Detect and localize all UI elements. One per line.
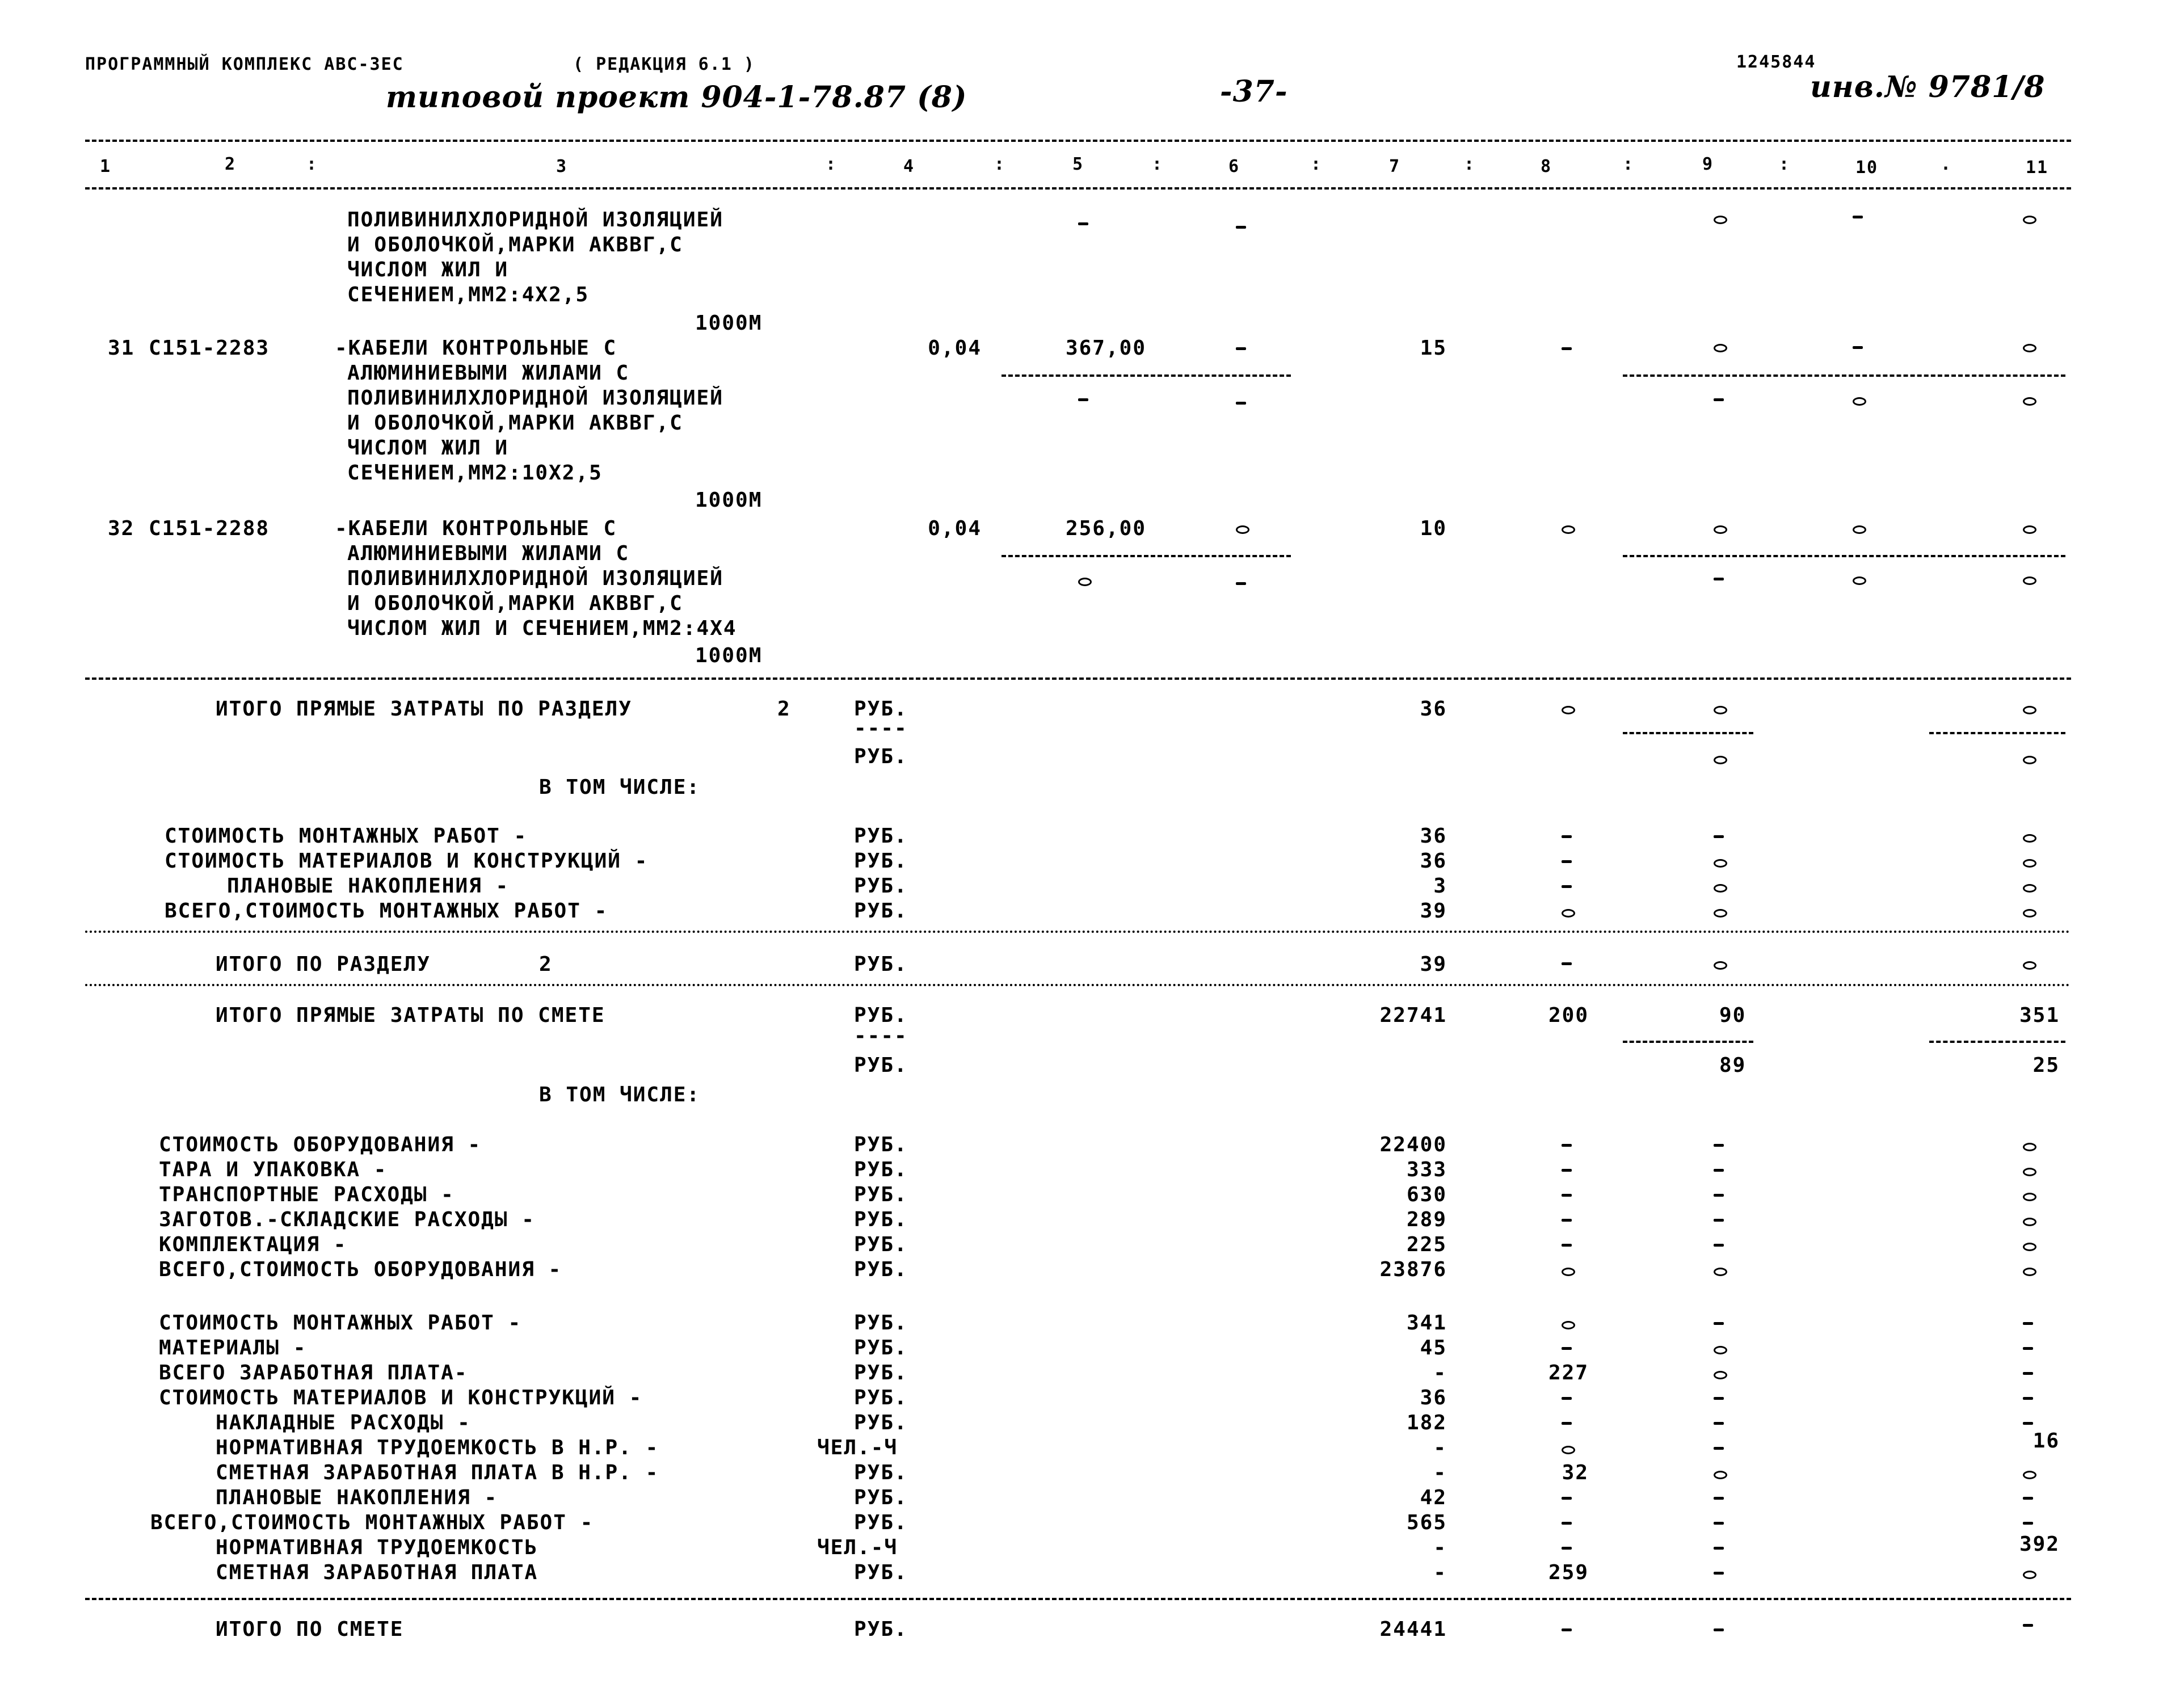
item-description-line: ПОЛИВИНИЛХЛОРИДНОЙ ИЗОЛЯЦИЕЙ [347, 567, 723, 590]
section-number: 2 [539, 953, 553, 976]
empty-mark [1562, 1397, 1572, 1400]
equipment-label: ЗАГОТОВ.-СКЛАДСКИЕ РАСХОДЫ - [159, 1208, 535, 1231]
currency: РУБ. [854, 1004, 908, 1027]
works-unit: РУБ. [854, 1386, 908, 1409]
empty-mark [1714, 344, 1727, 352]
column-separator: . [1941, 154, 1952, 174]
works-value: - [1433, 1436, 1447, 1459]
empty-mark [2023, 1268, 2036, 1276]
equipment-value: 22400 [1379, 1133, 1447, 1156]
item-code: C151-2288 [149, 517, 270, 540]
empty-mark [2023, 1624, 2033, 1627]
empty-mark [2023, 1471, 2036, 1479]
section-rule [85, 1598, 2071, 1600]
breakdown-unit: РУБ. [854, 874, 908, 898]
item-unit: 1000М [695, 312, 763, 335]
equipment-unit: РУБ. [854, 1233, 908, 1256]
cell-rule [1623, 555, 2065, 557]
empty-mark [1562, 525, 1575, 534]
breakdown-unit: РУБ. [854, 899, 908, 923]
empty-mark [2023, 834, 2036, 843]
empty-mark [1078, 398, 1088, 401]
empty-mark [1562, 1628, 1572, 1631]
cell-rule [1623, 732, 1753, 734]
item-number: 31 [108, 336, 135, 360]
column-separator: : [994, 154, 1006, 174]
works-label: ВСЕГО,СТОИМОСТЬ МОНТАЖНЫХ РАБОТ - [150, 1511, 594, 1534]
empty-mark [1853, 525, 1866, 534]
empty-mark [2023, 1497, 2033, 1500]
empty-mark [1714, 398, 1724, 401]
summary-label: ИТОГО ПРЯМЫЕ ЗАТРАТЫ ПО СМЕТЕ [216, 1004, 605, 1027]
breakdown-label: СТОИМОСТЬ МАТЕРИАЛОВ И КОНСТРУКЦИЙ - [165, 849, 649, 873]
works-value: 341 [1406, 1311, 1447, 1335]
section-rule [85, 984, 2071, 986]
item-description-line: ЧИСЛОМ ЖИЛ И СЕЧЕНИЕМ,ММ2:4Х4 [347, 617, 737, 640]
program-edition: ( РЕДАКЦИЯ 6.1 ) [573, 54, 755, 74]
works-label: НАКЛАДНЫЕ РАСХОДЫ - [216, 1411, 471, 1434]
equipment-label: ТАРА И УПАКОВКА - [159, 1158, 388, 1181]
currency: РУБ. [854, 1054, 908, 1077]
empty-mark [1236, 226, 1246, 229]
empty-mark [1714, 525, 1727, 534]
estimate-total-unit: РУБ. [854, 1618, 908, 1641]
empty-mark [1562, 1144, 1572, 1147]
column-header: 2 [225, 154, 237, 174]
item-description-line: ПОЛИВИНИЛХЛОРИДНОЙ ИЗОЛЯЦИЕЙ [347, 386, 723, 410]
empty-mark [2023, 525, 2036, 534]
empty-mark [2023, 1218, 2036, 1226]
works-label: МАТЕРИАЛЫ - [159, 1336, 307, 1360]
breakdown-value: 39 [1420, 899, 1447, 923]
works-value: - [1433, 1461, 1447, 1484]
item-description-line: СЕЧЕНИЕМ,ММ2:10Х2,5 [347, 461, 603, 485]
empty-mark [1714, 578, 1724, 580]
empty-mark [2023, 1422, 2033, 1425]
empty-mark [1714, 706, 1727, 714]
including-heading: В ТОМ ЧИСЛЕ: [539, 1083, 701, 1106]
empty-mark [1562, 1547, 1572, 1550]
column-header: 1 [100, 157, 112, 176]
summary-value-col11: 351 [2019, 1004, 2060, 1027]
document-number: 1245844 [1736, 52, 1816, 72]
column-separator: : [1623, 154, 1635, 174]
works-value-col8: 227 [1548, 1361, 1589, 1384]
equipment-unit: РУБ. [854, 1258, 908, 1281]
empty-mark [2023, 1143, 2036, 1151]
header-rule-top [85, 140, 2071, 142]
column-header: 5 [1072, 154, 1084, 174]
project-title: типовой проект 904-1-78.87 (8) [386, 80, 967, 115]
item-description-line: АЛЮМИНИЕВЫМИ ЖИЛАМИ С [347, 361, 630, 385]
empty-mark [1562, 1446, 1575, 1454]
empty-mark [1714, 1572, 1724, 1575]
breakdown-value: 36 [1420, 824, 1447, 848]
empty-mark [2023, 344, 2036, 352]
empty-mark [1714, 1346, 1727, 1354]
summary-value-col9: 90 [1719, 1004, 1747, 1027]
column-separator: : [1152, 154, 1164, 174]
including-heading: В ТОМ ЧИСЛЕ: [539, 776, 701, 799]
empty-mark [1562, 1347, 1572, 1350]
breakdown-unit: РУБ. [854, 824, 908, 848]
empty-mark [1562, 1219, 1572, 1222]
section-total-value: 39 [1420, 953, 1447, 976]
equipment-unit: РУБ. [854, 1183, 908, 1206]
works-unit: РУБ. [854, 1336, 908, 1360]
equipment-value: 23876 [1379, 1258, 1447, 1281]
works-unit: РУБ. [854, 1511, 908, 1534]
empty-mark [1714, 859, 1727, 868]
works-label: СМЕТНАЯ ЗАРАБОТНАЯ ПЛАТА В Н.Р. - [216, 1461, 659, 1484]
item-description-line: -КАБЕЛИ КОНТРОЛЬНЫЕ С [335, 336, 617, 360]
empty-mark [1562, 909, 1575, 918]
column-separator: : [826, 154, 838, 174]
equipment-value: 289 [1406, 1208, 1447, 1231]
empty-mark [2023, 1347, 2033, 1350]
equipment-value: 333 [1406, 1158, 1447, 1181]
section-number: 2 [777, 697, 791, 721]
works-value-col8: 32 [1562, 1461, 1589, 1484]
works-value: - [1433, 1361, 1447, 1384]
empty-mark [1714, 1397, 1724, 1400]
empty-mark [2023, 1522, 2033, 1525]
empty-mark [1853, 397, 1866, 406]
works-value-col11: 392 [2019, 1533, 2060, 1556]
works-label: НОРМАТИВНАЯ ТРУДОЕМКОСТЬ [216, 1536, 538, 1559]
empty-mark [1714, 1169, 1724, 1172]
empty-mark [2023, 884, 2036, 893]
empty-mark [1562, 1268, 1575, 1276]
empty-mark [1714, 909, 1727, 918]
column-separator: : [306, 154, 318, 174]
empty-mark [1714, 961, 1727, 970]
empty-mark [1714, 1497, 1724, 1500]
summary-value: 22741 [1379, 1004, 1447, 1027]
equipment-label: ВСЕГО,СТОИМОСТЬ ОБОРУДОВАНИЯ - [159, 1258, 562, 1281]
item-description-line: И ОБОЛОЧКОЙ,МАРКИ АКВВГ,С [347, 411, 683, 435]
empty-mark [1714, 1322, 1724, 1325]
currency: РУБ. [854, 953, 908, 976]
item-code: C151-2283 [149, 336, 270, 360]
empty-mark [1562, 1497, 1572, 1500]
cell-rule [1929, 732, 2065, 734]
empty-mark [2023, 1168, 2036, 1176]
empty-mark [1562, 706, 1575, 714]
empty-mark [1236, 582, 1246, 585]
empty-mark [1714, 1422, 1724, 1425]
works-label: СТОИМОСТЬ МАТЕРИАЛОВ И КОНСТРУКЦИЙ - [159, 1386, 643, 1409]
empty-mark [2023, 1571, 2036, 1579]
column-header: 10 [1855, 158, 1879, 178]
empty-mark [1714, 1447, 1724, 1450]
currency: РУБ. [854, 697, 908, 721]
empty-mark [2023, 397, 2036, 406]
cell-rule [1623, 1041, 1753, 1043]
empty-mark [1853, 216, 1863, 218]
item-description-line: СЕЧЕНИЕМ,ММ2:4Х2,5 [347, 283, 590, 306]
item-quantity: 0,04 [928, 336, 982, 360]
works-label: СМЕТНАЯ ЗАРАБОТНАЯ ПЛАТА [216, 1561, 538, 1584]
item-description-line: ЧИСЛОМ ЖИЛ И [347, 436, 509, 460]
empty-mark [1562, 1244, 1572, 1247]
works-unit: РУБ. [854, 1461, 908, 1484]
works-value: 565 [1406, 1511, 1447, 1534]
empty-mark [2023, 1193, 2036, 1201]
summary-value: 36 [1420, 697, 1447, 721]
item-description-line: И ОБОЛОЧКОЙ,МАРКИ АКВВГ,С [347, 233, 683, 256]
empty-mark [1562, 1169, 1572, 1172]
breakdown-value: 36 [1420, 849, 1447, 873]
cell-rule [1929, 1041, 2065, 1043]
empty-mark [1714, 1522, 1724, 1525]
breakdown-label: ПЛАНОВЫЕ НАКОПЛЕНИЯ - [227, 874, 510, 898]
empty-mark [1714, 1144, 1724, 1147]
empty-mark [1714, 216, 1727, 224]
empty-mark [1078, 222, 1088, 225]
works-unit: РУБ. [854, 1411, 908, 1434]
empty-mark [2023, 216, 2036, 224]
works-unit: ЧЕЛ.-Ч [817, 1536, 898, 1559]
column-separator: : [1464, 154, 1476, 174]
empty-mark [1714, 1219, 1724, 1222]
empty-mark [2023, 1397, 2033, 1400]
empty-mark [2023, 576, 2036, 585]
empty-mark [1562, 962, 1572, 965]
equipment-label: СТОИМОСТЬ ОБОРУДОВАНИЯ - [159, 1133, 482, 1156]
equipment-unit: РУБ. [854, 1158, 908, 1181]
empty-mark [2023, 756, 2036, 764]
breakdown-value: 3 [1433, 874, 1447, 898]
column-header: 6 [1228, 157, 1240, 176]
works-value: - [1433, 1561, 1447, 1584]
works-label: ПЛАНОВЫЕ НАКОПЛЕНИЯ - [216, 1486, 498, 1509]
empty-mark [1236, 347, 1246, 350]
page-number: -37- [1220, 74, 1288, 109]
column-header: 9 [1702, 154, 1714, 174]
summary-value-col11: 25 [2032, 1054, 2060, 1077]
empty-mark [1562, 1321, 1575, 1329]
summary-value-col9: 89 [1719, 1054, 1747, 1077]
works-value: 45 [1420, 1336, 1447, 1360]
item-number: 32 [108, 517, 135, 540]
works-value-col11: 16 [2032, 1429, 2060, 1453]
program-name: ПРОГРАММНЫЙ КОМПЛЕКС АВС-3ЕС [85, 54, 404, 74]
works-value: 182 [1406, 1411, 1447, 1434]
section-rule [85, 677, 2071, 680]
currency: РУБ. [854, 745, 908, 768]
estimate-total-label: ИТОГО ПО СМЕТЕ [216, 1618, 404, 1641]
empty-mark [1562, 885, 1572, 888]
section-total-label: ИТОГО ПО РАЗДЕЛУ [216, 953, 431, 976]
empty-mark [2023, 1322, 2033, 1325]
works-unit: РУБ. [854, 1486, 908, 1509]
item-description-line: -КАБЕЛИ КОНТРОЛЬНЫЕ С [335, 517, 617, 540]
item-total: 10 [1420, 517, 1447, 540]
cell-rule [1001, 374, 1291, 377]
works-label: ВСЕГО ЗАРАБОТНАЯ ПЛАТА- [159, 1361, 468, 1384]
item-total: 15 [1420, 336, 1447, 360]
inventory-number: инв.№ 9781/8 [1810, 70, 2046, 104]
empty-mark [1714, 1471, 1727, 1479]
breakdown-label: ВСЕГО,СТОИМОСТЬ МОНТАЖНЫХ РАБОТ - [165, 899, 608, 923]
works-unit: РУБ. [854, 1561, 908, 1584]
empty-mark [1714, 884, 1727, 893]
item-description-line: И ОБОЛОЧКОЙ,МАРКИ АКВВГ,С [347, 592, 683, 615]
empty-mark [1714, 1371, 1727, 1379]
breakdown-label: СТОИМОСТЬ МОНТАЖНЫХ РАБОТ - [165, 824, 528, 848]
estimate-total-value: 24441 [1379, 1618, 1447, 1641]
breakdown-unit: РУБ. [854, 849, 908, 873]
column-separator: : [1311, 154, 1323, 174]
works-value-col8: 259 [1548, 1561, 1589, 1584]
column-separator: : [1779, 154, 1791, 174]
item-description-line: ЧИСЛОМ ЖИЛ И [347, 258, 509, 281]
empty-mark [1562, 347, 1572, 350]
item-unit-price: 367,00 [1065, 336, 1146, 360]
empty-mark [2023, 706, 2036, 714]
works-unit: ЧЕЛ.-Ч [817, 1436, 898, 1459]
item-unit: 1000М [695, 644, 763, 667]
works-value: 36 [1420, 1386, 1447, 1409]
works-label: НОРМАТИВНАЯ ТРУДОЕМКОСТЬ В Н.Р. - [216, 1436, 659, 1459]
item-unit-price: 256,00 [1065, 517, 1146, 540]
item-description-line: АЛЮМИНИЕВЫМИ ЖИЛАМИ С [347, 542, 630, 565]
currency-dash: ---- [854, 717, 908, 740]
empty-mark [1714, 835, 1724, 838]
column-header: 8 [1541, 157, 1552, 176]
section-rule [85, 931, 2071, 933]
summary-label: ИТОГО ПРЯМЫЕ ЗАТРАТЫ ПО РАЗДЕЛУ [216, 697, 632, 721]
empty-mark [1562, 1422, 1572, 1425]
empty-mark [1562, 1522, 1572, 1525]
empty-mark [1562, 835, 1572, 838]
item-description-line: ПОЛИВИНИЛХЛОРИДНОЙ ИЗОЛЯЦИЕЙ [347, 208, 723, 232]
empty-mark [1853, 576, 1866, 585]
empty-mark [1236, 402, 1246, 405]
empty-mark [1714, 1628, 1724, 1631]
empty-mark [1714, 1194, 1724, 1197]
item-unit: 1000М [695, 489, 763, 512]
works-unit: РУБ. [854, 1311, 908, 1335]
equipment-value: 225 [1406, 1233, 1447, 1256]
empty-mark [1236, 525, 1249, 534]
empty-mark [2023, 1243, 2036, 1251]
empty-mark [1714, 756, 1727, 764]
empty-mark [2023, 859, 2036, 868]
empty-mark [2023, 961, 2036, 970]
currency-dash: ---- [854, 1024, 908, 1047]
empty-mark [2023, 1372, 2033, 1375]
column-header: 4 [903, 157, 915, 176]
empty-mark [1714, 1268, 1727, 1276]
empty-mark [1853, 346, 1863, 349]
empty-mark [1714, 1547, 1724, 1550]
works-value: - [1433, 1536, 1447, 1559]
empty-mark [1562, 1194, 1572, 1197]
works-value: 42 [1420, 1486, 1447, 1509]
empty-mark [1078, 578, 1092, 586]
empty-mark [1714, 1244, 1724, 1247]
works-label: СТОИМОСТЬ МОНТАЖНЫХ РАБОТ - [159, 1311, 522, 1335]
column-header: 11 [2026, 158, 2049, 178]
cell-rule [1001, 555, 1291, 557]
cell-rule [1623, 374, 2065, 377]
empty-mark [2023, 909, 2036, 918]
works-unit: РУБ. [854, 1361, 908, 1384]
equipment-label: ТРАНСПОРТНЫЕ РАСХОДЫ - [159, 1183, 455, 1206]
equipment-value: 630 [1406, 1183, 1447, 1206]
item-quantity: 0,04 [928, 517, 982, 540]
column-header: 3 [556, 157, 568, 176]
header-rule-bottom [85, 187, 2071, 190]
empty-mark [1562, 860, 1572, 863]
equipment-label: КОМПЛЕКТАЦИЯ - [159, 1233, 347, 1256]
summary-value-col8: 200 [1548, 1004, 1589, 1027]
equipment-unit: РУБ. [854, 1133, 908, 1156]
equipment-unit: РУБ. [854, 1208, 908, 1231]
column-header: 7 [1389, 157, 1401, 176]
